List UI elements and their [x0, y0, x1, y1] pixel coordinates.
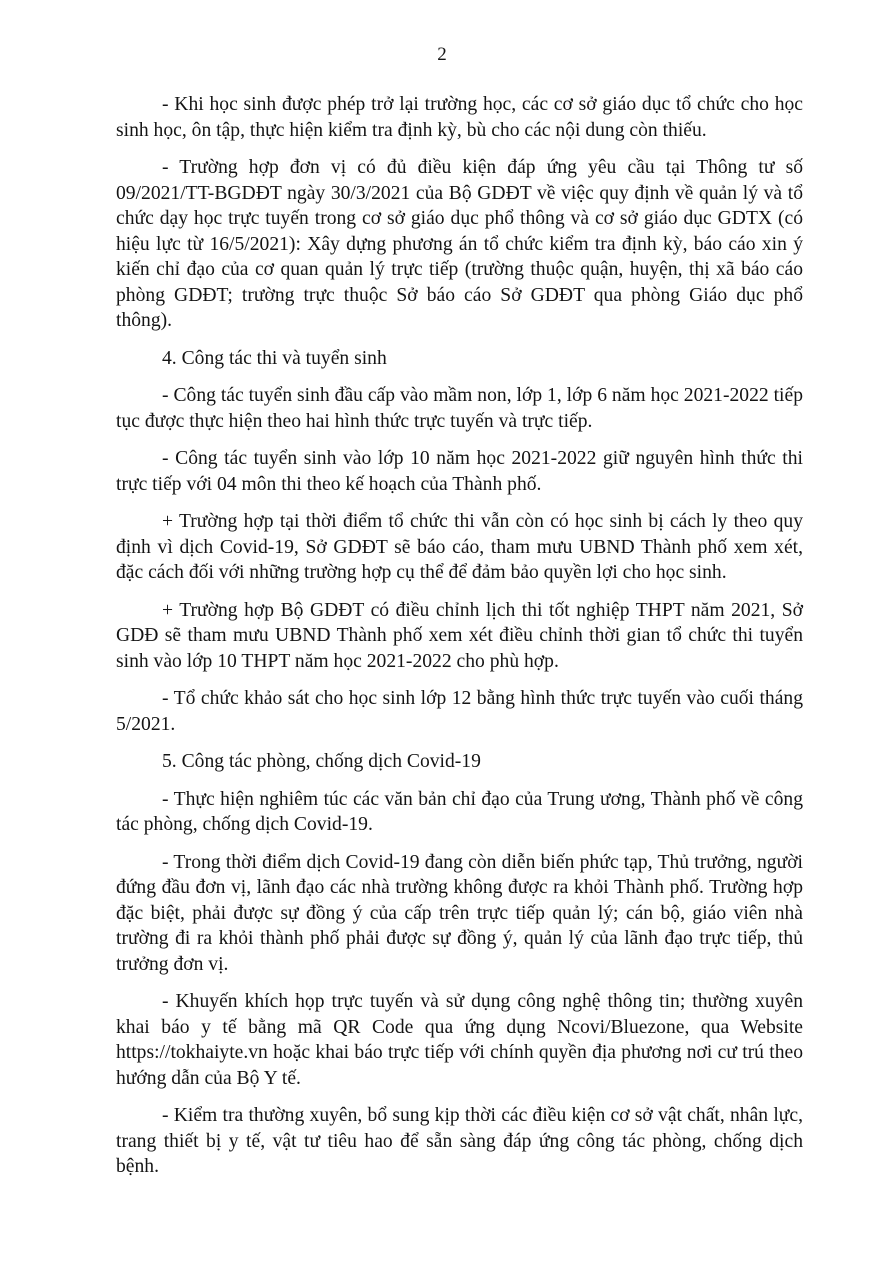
page-number: 2 [437, 44, 447, 65]
section-heading-exams-admissions: 4. Công tác thi và tuyển sinh [162, 347, 387, 369]
paragraph-return-to-school: - Khi học sinh được phép trở lại trường học, các cơ sở giáo dục tổ chức cho học sinh học, ôn tập, thực hiện kiểm tra định kỳ, bù cho các nội dung còn thiếu. [116, 94, 803, 141]
document-body [116, 92, 803, 1192]
paragraph-facility-readiness: - Kiểm tra thường xuyên, bổ sung kịp thời các điều kiện cơ sở vật chất, nhân lực, trang thiết bị y tế, vật tư tiêu hao để sẵn sàng đáp ứng công tác phòng, chống dịch bệnh. [116, 1105, 803, 1177]
paragraph-online-teaching-circular: - Trường hợp đơn vị có đủ điều kiện đáp ứng yêu cầu tại Thông tư số 09/2021/TT-BGDĐT ngày 30/3/2021 của Bộ GDĐT về việc quy định về quản lý và tổ chức dạy học trực tuyến trong cơ sở giáo dục phổ thông và cơ sở giáo dục GDTX (có hiệu lực từ 16/5/2021): Xây dựng phương án tổ chức kiểm tra định kỳ, báo cáo xin ý kiến chỉ đạo của cơ quan quản lý trực tiếp (trường thuộc quận, huyện, thị xã báo cáo phòng GDĐT; trường trực thuộc Sở báo cáo Sở GDĐT qua phòng Giáo dục phổ thông). [116, 157, 803, 331]
section-heading-covid-prevention: 5. Công tác phòng, chống dịch Covid-19 [162, 751, 481, 772]
paragraph-strict-directives: - Thực hiện nghiêm túc các văn bản chỉ đạo của Trung ương, Thành phố về công tác phòng, chống dịch Covid-19. [116, 788, 803, 835]
paragraph-grade-12-survey: - Tổ chức khảo sát cho học sinh lớp 12 bằng hình thức trực tuyến vào cuối tháng 5/2021. [116, 688, 803, 735]
paragraph-leaders-travel: - Trong thời điểm dịch Covid-19 đang còn diễn biến phức tạp, Thủ trưởng, người đứng đầu đơn vị, lãnh đạo các nhà trường không được ra khỏi Thành phố. Trường hợp đặc biệt, phải được sự đồng ý của cấp trên trực tiếp quản lý; cán bộ, giáo viên nhà trường đi ra khỏi thành phố phải được sự đồng ý, quản lý của lãnh đạo trực tiếp, thủ trưởng đơn vị. [116, 851, 803, 975]
paragraph-exam-schedule-adjustment: + Trường hợp Bộ GDĐT có điều chỉnh lịch thi tốt nghiệp THPT năm 2021, Sở GDĐ sẽ tham mưu UBND Thành phố xem xét điều chỉnh thời gian tổ chức thi tuyển sinh vào lớp 10 THPT năm học 2021-2022 cho phù hợp. [116, 599, 803, 672]
paragraph-quarantined-students: + Trường hợp tại thời điểm tổ chức thi vẫn còn có học sinh bị cách ly theo quy định vì dịch Covid-19, Sở GDĐT sẽ báo cáo, tham mưu UBND Thành phố xem xét, đặc cách đối với những trường hợp cụ thể để đảm bảo quyền lợi cho học sinh. [116, 511, 803, 583]
paragraph-entry-level-admissions: - Công tác tuyển sinh đầu cấp vào mầm non, lớp 1, lớp 6 năm học 2021-2022 tiếp tục được thực hiện theo hai hình thức trực tuyến và trực tiếp. [116, 385, 803, 432]
paragraph-health-declaration: - Khuyến khích họp trực tuyến và sử dụng công nghệ thông tin; thường xuyên khai báo y tế bằng mã QR Code qua ứng dụng Ncovi/Bluezone, qua Website https://tokhaiyte.vn hoặc khai báo trực tiếp với chính quyền địa phương nơi cư trú theo hướng dẫn của Bộ Y tế. [116, 991, 803, 1089]
paragraph-grade-10-admissions: - Công tác tuyển sinh vào lớp 10 năm học 2021-2022 giữ nguyên hình thức thi trực tiếp với 04 môn thi theo kế hoạch của Thành phố. [116, 448, 803, 495]
